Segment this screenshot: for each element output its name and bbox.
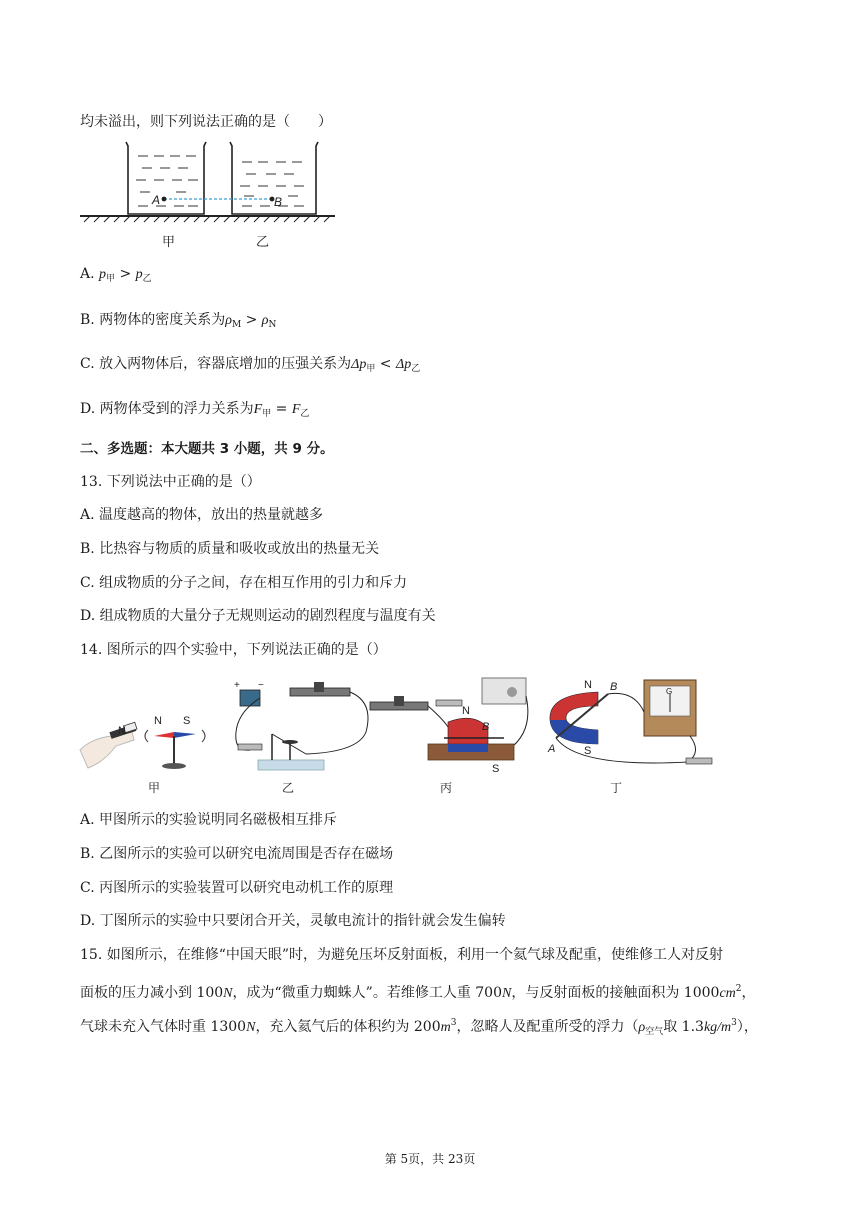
svg-text:B: B (482, 721, 490, 733)
svg-text:N: N (118, 725, 126, 737)
point-a-marker (162, 197, 167, 202)
q12-beaker-figure (80, 138, 340, 253)
svg-text:N: N (154, 715, 162, 727)
label-right: 乙 (256, 234, 270, 249)
q12-option-b: B. 两物体的密度关系为$\rho_M > \rho_N$ (80, 312, 277, 330)
svg-text:N: N (584, 679, 592, 691)
svg-text:乙: 乙 (282, 781, 295, 795)
q13-option-b: B. 比热容与物质的质量和吸收或放出的热量无关 (80, 541, 380, 557)
svg-text:S: S (183, 715, 191, 727)
q13-option-c: C. 组成物质的分子之间，存在相互作用的引力和斥力 (80, 575, 408, 591)
figure-jia (80, 715, 205, 795)
label-left: 甲 (162, 234, 176, 249)
figure-yi (234, 680, 368, 795)
q15-line-2: 面板的压力减小到 100N，成为“微重力蜘蛛人”。若维修工人重 700N，与反射面板的接触面积为 $1000cm^2$， (80, 984, 756, 1001)
svg-text:S: S (584, 745, 592, 757)
section-heading: 二、多选题：本大题共 3 小题，共 9 分。 (80, 441, 334, 457)
svg-text:S: S (492, 763, 500, 775)
svg-text:+: + (234, 680, 240, 691)
page-footer: 第 5页，共 23页 (384, 1152, 476, 1166)
q13-option-a: A. 温度越高的物体，放出的热量就越多 (80, 507, 324, 523)
q12-option-a: A. $p_甲 > p_乙$ (80, 266, 152, 284)
q15-line-3: 气球未充入气体时重 1300N，充入氦气后的体积约为 $200m^3$，忽略人及配重所受的浮力（$\rho_{空气}$取 $1.3kg/m^3$）， (80, 1018, 758, 1037)
q14-option-b: B. 乙图所示的实验可以研究电流周围是否存在磁场 (80, 846, 394, 862)
q14-experiments-figure (78, 672, 718, 802)
svg-text:A: A (548, 743, 556, 755)
q13-stem: 13. 下列说法中正确的是（） (80, 474, 261, 490)
q14-option-a: A. 甲图所示的实验说明同名磁极相互排斥 (80, 812, 338, 828)
figure-bing (370, 678, 528, 795)
q13-option-d: D. 组成物质的大量分子无规则运动的剧烈程度与温度有关 (80, 608, 436, 624)
svg-text:G: G (666, 687, 673, 696)
point-b-label: B (274, 195, 283, 209)
q12-option-c: C. 放入两物体后，容器底增加的压强关系为$\Delta p_甲 < \Delta p_乙$ (80, 356, 421, 374)
q14-stem: 14. 图所示的四个实验中，下列说法正确的是（） (80, 642, 387, 658)
svg-text:丁: 丁 (610, 781, 623, 795)
svg-text:−: − (258, 680, 264, 691)
point-a-label: A (152, 193, 161, 207)
q14-option-c: C. 丙图所示的实验装置可以研究电动机工作的原理 (80, 880, 394, 896)
svg-text:甲: 甲 (148, 781, 161, 795)
q12-option-d: D. 两物体受到的浮力关系为$F_甲 = F_乙$ (80, 401, 310, 419)
svg-text:B: B (610, 681, 618, 693)
svg-text:丙: 丙 (440, 781, 453, 795)
svg-text:N: N (462, 705, 470, 717)
q15-line-1: 15. 如图所示，在维修“中国天眼”时，为避免压坏反射面板，利用一个氦气球及配重，使维修工人对反射 (80, 947, 724, 963)
q14-option-d: D. 丁图所示的实验中只要闭合开关，灵敏电流计的指针就会发生偏转 (80, 913, 506, 929)
figure-ding (547, 679, 712, 795)
q12-stem-tail: 均未溢出，则下列说法正确的是（ ） (80, 114, 332, 130)
